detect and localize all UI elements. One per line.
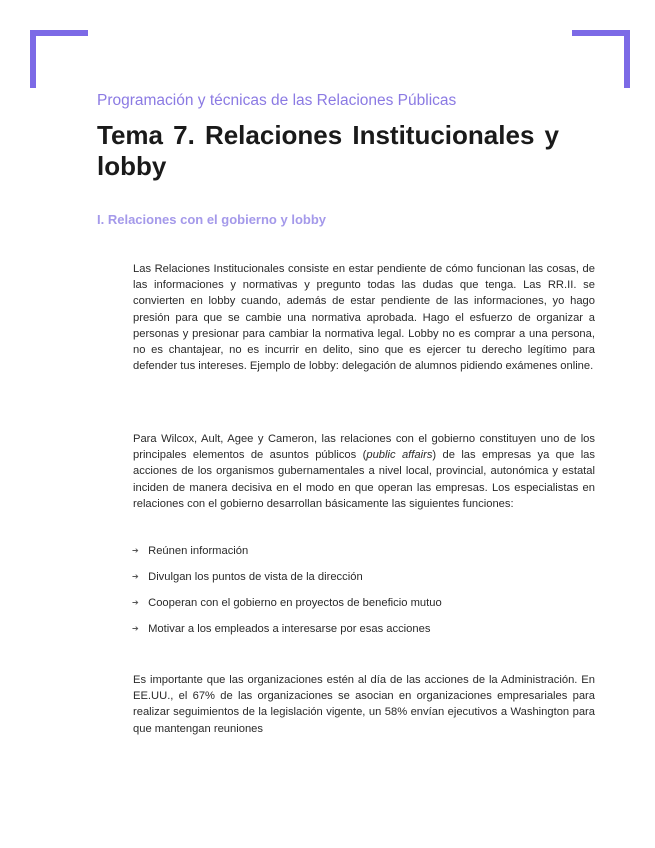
list-item bbox=[132, 543, 442, 569]
list-item-text: Motivar a los empleados a interesarse por esas acciones bbox=[148, 623, 431, 635]
list-item-text: Reúnen información bbox=[148, 545, 249, 557]
paragraph-text: Para Wilcox, Ault, Agee y Cameron, las relaciones con el gobierno constituyen uno de los principales elementos de asuntos públicos ( bbox=[133, 433, 595, 462]
list-item bbox=[132, 595, 442, 621]
paragraph-text: ) de las empresas ya que las acciones de los organismos gubernamentales a nivel local, provincial, autonómica y estatal inciden de manera decisiva en el modo en que operan las empresas. Los especialistas en relaciones con el gobierno desarrollan básicamente las siguientes funciones: bbox=[133, 449, 595, 510]
arrow-icon: ➔ bbox=[132, 624, 139, 633]
corner-bracket-left bbox=[30, 30, 88, 88]
list-item bbox=[132, 621, 442, 647]
paragraph-organizations: Es importante que las organizaciones estén al día de las acciones de la Administración. En EE.UU., el 67% de las organizaciones se asocian en organizaciones empresariales para realizar seguimientos de la legislación vigente, un 58% envían ejecutivos a Washington para que mantengan reuniones bbox=[133, 674, 595, 735]
paragraph-government-relations bbox=[97, 431, 595, 512]
list-item bbox=[132, 569, 442, 595]
paragraph-rrii-definition: Las Relaciones Institucionales consiste en estar pendiente de cómo funcionan las cosas, de las informaciones y normativas y pregunto todas las dudas que tenga. Las RR.II. se convierten en lobby cuando, además de estar pendiente de las informaciones, yo hago presión para que se cambie una normativa aprobada. Hago el esfuerzo de organizar a personas y presionar para cambiar la normativa legal. Lobby no es comprar a una persona, no es chantajear, no es incurrir en delito, sino que es ejercer tu derecho legítimo para defender tus intereses. Ejemplo de lobby: delegación de alumnos pidiendo exámenes online. bbox=[133, 263, 595, 373]
page-title: Tema 7. Relaciones Institucionales y lobby bbox=[97, 120, 559, 181]
section-heading: I. Relaciones con el gobierno y lobby bbox=[97, 212, 326, 227]
list-item-text: Cooperan con el gobierno en proyectos de beneficio mutuo bbox=[148, 597, 442, 609]
paragraph-italic-term: public affairs bbox=[366, 449, 433, 462]
list-item-text: Divulgan los puntos de vista de la dirección bbox=[148, 571, 363, 583]
arrow-icon: ➔ bbox=[132, 598, 139, 607]
arrow-icon: ➔ bbox=[132, 572, 139, 581]
course-subject: Programación y técnicas de las Relaciones Públicas bbox=[97, 92, 457, 109]
corner-bracket-right bbox=[572, 30, 630, 88]
arrow-icon: ➔ bbox=[132, 546, 139, 555]
functions-list bbox=[132, 543, 442, 647]
